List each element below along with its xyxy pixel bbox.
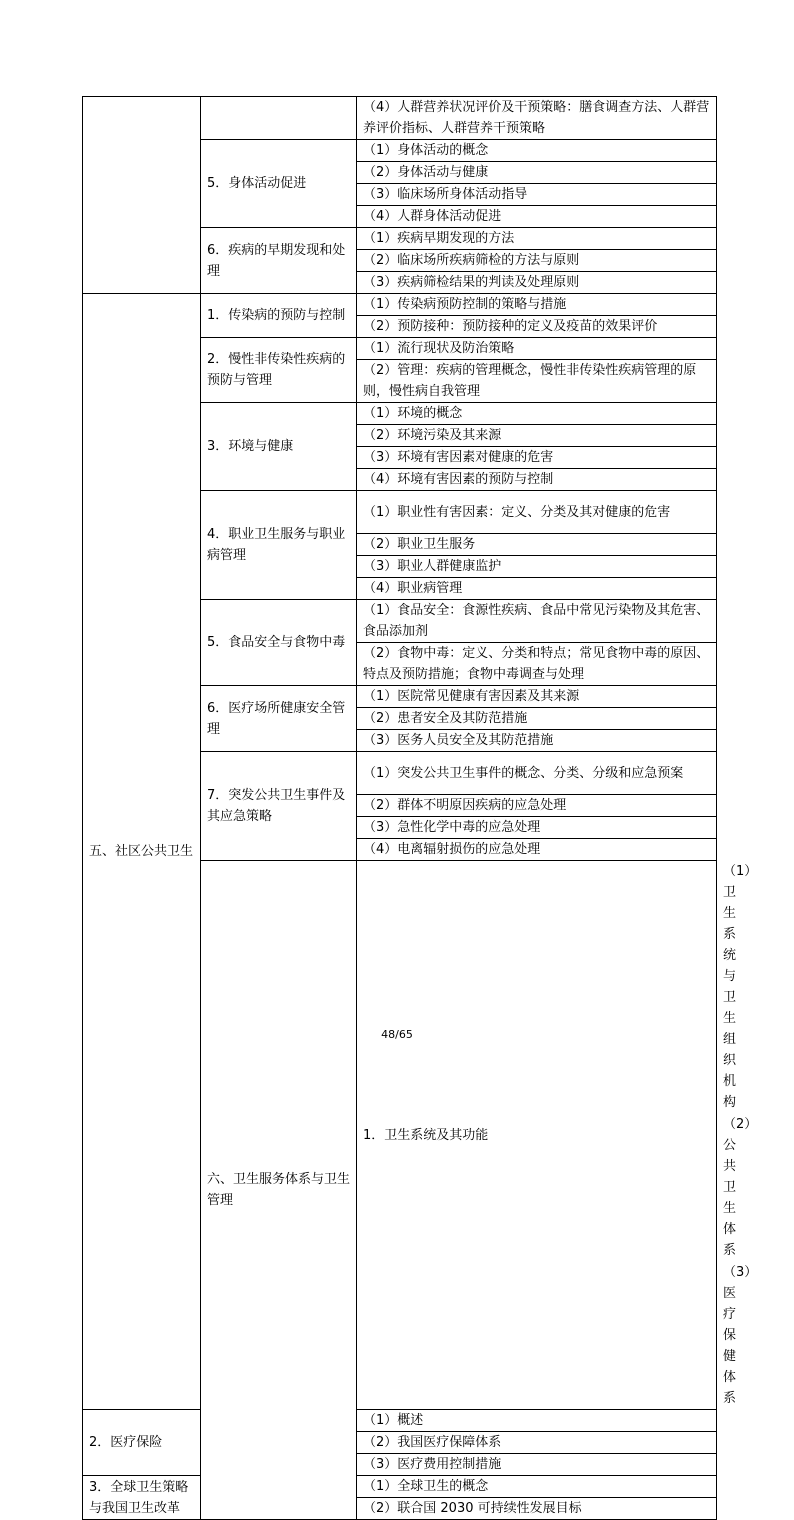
topic-cell xyxy=(201,97,357,140)
topic-cell: 6．疾病的早期发现和处理 xyxy=(201,228,357,294)
item-cell: （2）患者安全及其防范措施 xyxy=(357,708,717,730)
section-title: 六、卫生服务体系与卫生管理 xyxy=(201,861,357,1520)
item-cell: （4）电离辐射损伤的应急处理 xyxy=(357,839,717,861)
page-number: 48/65 xyxy=(381,1028,413,1041)
item-cell: （1）职业性有害因素：定义、分类及其对健康的危害 xyxy=(357,491,717,534)
item-cell: （1）食品安全：食源性疾病、食品中常见污染物及其危害、食品添加剂 xyxy=(357,600,717,643)
item-cell: （1）疾病早期发现的方法 xyxy=(357,228,717,250)
item-cell: （3）医务人员安全及其防范措施 xyxy=(357,730,717,752)
topic-cell: 2．慢性非传染性疾病的预防与管理 xyxy=(201,338,357,403)
item-cell: （2）群体不明原因疾病的应急处理 xyxy=(357,795,717,817)
item-cell: （1）流行现状及防治策略 xyxy=(357,338,717,360)
item-cell: （3）疾病筛检结果的判读及处理原则 xyxy=(357,272,717,294)
item-cell: （2）我国医疗保障体系 xyxy=(357,1432,717,1454)
item-cell: （3）职业人群健康监护 xyxy=(357,556,717,578)
item-cell: （2）职业卫生服务 xyxy=(357,534,717,556)
item-cell: （2）身体活动与健康 xyxy=(357,162,717,184)
topic-cell: 1．卫生系统及其功能 xyxy=(357,861,717,1410)
topic-cell: 7．突发公共卫生事件及其应急策略 xyxy=(201,752,357,861)
item-cell: （3）急性化学中毒的应急处理 xyxy=(357,817,717,839)
topic-cell: 3．全球卫生策略与我国卫生改革 xyxy=(83,1476,201,1520)
topic-cell: 3．环境与健康 xyxy=(201,403,357,491)
topic-cell: 4．职业卫生服务与职业病管理 xyxy=(201,491,357,600)
item-cell: （1）概述 xyxy=(357,1410,717,1432)
item-cell: （1）传染病预防控制的策略与措施 xyxy=(357,294,717,316)
item-cell: （2）食物中毒：定义、分类和特点；常见食物中毒的原因、特点及预防措施；食物中毒调查与处理 xyxy=(357,643,717,686)
item-cell: （2）管理：疾病的管理概念，慢性非传染性疾病管理的原则，慢性病自我管理 xyxy=(357,360,717,403)
item-cell: （1）环境的概念 xyxy=(357,403,717,425)
item-cell: （3）医疗费用控制措施 xyxy=(357,1454,717,1476)
item-cell: （1）身体活动的概念 xyxy=(357,140,717,162)
section-title: 五、社区公共卫生 xyxy=(83,294,201,1410)
item-cell: （2）临床场所疾病筛检的方法与原则 xyxy=(357,250,717,272)
topic-cell: 2．医疗保险 xyxy=(83,1410,201,1476)
item-cell: （4）职业病管理 xyxy=(357,578,717,600)
topic-cell: 6．医疗场所健康安全管理 xyxy=(201,686,357,752)
topic-cell: 5．身体活动促进 xyxy=(201,140,357,228)
item-cell: （4）人群身体活动促进 xyxy=(357,206,717,228)
section-cell xyxy=(83,97,201,294)
item-cell: （4）人群营养状况评价及干预策略：膳食调查方法、人群营养评价指标、人群营养干预策略 xyxy=(357,97,717,140)
item-cell: （2）环境污染及其来源 xyxy=(357,425,717,447)
item-cell: （2）预防接种：预防接种的定义及疫苗的效果评价 xyxy=(357,316,717,338)
item-cell: （2）联合国 2030 可持续性发展目标 xyxy=(357,1498,717,1520)
topic-cell: 1．传染病的预防与控制 xyxy=(201,294,357,338)
item-cell: （3）临床场所身体活动指导 xyxy=(357,184,717,206)
item-cell: （1）全球卫生的概念 xyxy=(357,1476,717,1498)
item-cell: （1）医院常见健康有害因素及其来源 xyxy=(357,686,717,708)
item-cell: （4）环境有害因素的预防与控制 xyxy=(357,469,717,491)
topic-cell: 5．食品安全与食物中毒 xyxy=(201,600,357,686)
syllabus-table: （4）人群营养状况评价及干预策略：膳食调查方法、人群营养评价指标、人群营养干预策略 5．身体活动促进 （1）身体活动的概念 （2）身体活动与健康 （3）临床场所身体活动指导 （4）人群身体活动促进 6．疾病的早期发现和处理 （1）疾病早期发现的方法 （2）临床场所疾病筛检的方法与原则 （3）疾病筛检结果的判读及处理原则 五、社区公共卫生 1．传染病的预防与控制 （1）传染病预防控制的策略与措施 （2）预防接种：预防接种的定义及疫苗的效果评价 2．慢性非传染性疾病的预防与管理 （1）流行现状及防治策略 （2）管理：疾病的管理概念，慢性非传染性疾病管理的原则，慢性病自我管理 3．环境与健康 （1）环境的概念 （2）环境污染及其来源 （3）环境有害因素对健康的危害 （4）环境有害因素的预防与控制 4．职业卫生服务与职业病管理 （1）职业性有害因素：定义、分类及其对健康的危害 （2）职业卫生服务 （3）职业人群健康监护 （4）职业病管理 5．食品安全与食物中毒 （1）食品安全：食源性疾病、食品中常见污染物及其危害、食品添加剂 （2）食物中毒：定义、分类和特点；常见食物中毒的原因、特点及预防措施；食物中毒调查与处理 6．医疗场所健康安全管理 （1）医院常见健康有害因素及其来源 （2）患者安全及其防范措施 （3）医务人员安全及其防范措施 7．突发公共卫生事件及其应急策略 （1）突发公共卫生事件的概念、分类、分级和应急预案 （2）群体不明原因疾病的应急处理 （3）急性化学中毒的应急处理 （4）电离辐射损伤的应急处理 六、卫生服务体系与卫生管理 1．卫生系统及其功能 （1）卫生系统与卫生组织机构 （2）公共卫生体系 （3）医疗保健体系 2．医疗保险 （1）概述 （2）我国医疗保障体系 （3）医疗费用控制措施 3．全球卫生策略与我国卫生改革 （1）全球卫生的概念 （2）联合国 2030 可持续性发展目标 xyxy=(82,96,717,1520)
item-cell: （3）环境有害因素对健康的危害 xyxy=(357,447,717,469)
item-cell: （1）突发公共卫生事件的概念、分类、分级和应急预案 xyxy=(357,752,717,795)
